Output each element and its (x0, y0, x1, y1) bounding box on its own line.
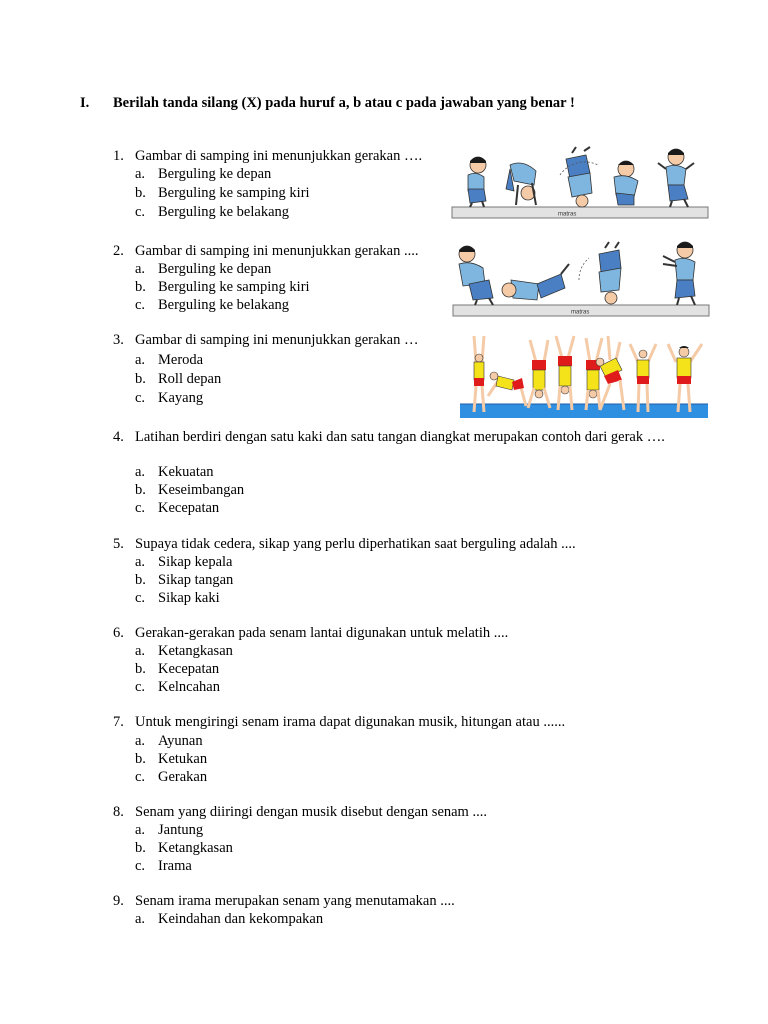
question-text: Latihan berdiri dengan satu kaki dan satu tangan diangkat merupakan contoh dari gerak …. (135, 429, 665, 445)
option-c[interactable]: c. Kelncahan (135, 679, 220, 695)
question-number: 9. (113, 893, 124, 909)
question-text: Gerakan-gerakan pada senam lantai digunakan untuk melatih .... (135, 625, 509, 641)
option-b[interactable]: b. Ketukan (135, 751, 208, 767)
question-number: 6. (113, 625, 124, 641)
option-a[interactable]: a. Kekuatan (135, 464, 214, 480)
question-number: 2. (113, 243, 124, 259)
gymnast-figure (474, 336, 484, 412)
option-c[interactable]: c. Gerakan (135, 769, 208, 785)
mat-label: matras (571, 309, 590, 316)
option-a[interactable]: a. Berguling ke depan (135, 261, 272, 277)
option-c[interactable]: c. Berguling ke belakang (135, 204, 290, 220)
gymnast-figure (630, 344, 656, 412)
option-b[interactable]: b. Roll depan (135, 371, 222, 387)
option-c[interactable]: c. Berguling ke belakang (135, 297, 290, 313)
option-a[interactable]: a. Jantung (135, 822, 204, 838)
forward-roll-illustration (448, 145, 710, 220)
question-text: Senam yang diiringi dengan musik disebut dengan senam .... (135, 804, 487, 820)
child-figure (506, 163, 536, 205)
question-number: 8. (113, 804, 124, 820)
child-figure (459, 246, 493, 305)
question-text: Supaya tidak cedera, sikap yang perlu diperhatikan saat berguling adalah .... (135, 536, 576, 552)
question-number: 7. (113, 714, 124, 730)
section-instruction: Berilah tanda silang (X) pada huruf a, b atau c pada jawaban yang benar ! (113, 95, 575, 111)
question-text: Gambar di samping ini menunjukkan gerakan .... (135, 243, 419, 259)
question-text: Senam irama merupakan senam yang menutamakan .... (135, 893, 455, 909)
gymnast-figure (556, 336, 574, 410)
question-text: Untuk mengiringi senam irama dapat digunakan musik, hitungan atau ...... (135, 714, 566, 730)
mat-label: matras (558, 211, 577, 218)
option-b[interactable]: b. Berguling ke samping kiri (135, 279, 310, 295)
option-b[interactable]: b. Sikap tangan (135, 572, 234, 588)
gymnast-figure (528, 340, 550, 408)
gymnast-figure (668, 344, 702, 412)
option-a[interactable]: a. Meroda (135, 352, 204, 368)
section-number: I. (80, 95, 90, 111)
option-a[interactable]: a. Sikap kepala (135, 554, 233, 570)
child-figure (579, 242, 621, 304)
option-c[interactable]: c. Kayang (135, 390, 204, 406)
mat-shape (452, 207, 708, 218)
option-b[interactable]: b. Kecepatan (135, 661, 220, 677)
option-c[interactable]: c. Irama (135, 858, 192, 874)
option-b[interactable]: b. Ketangkasan (135, 840, 233, 856)
gymnast-figure (586, 338, 602, 410)
cartwheel-illustration (460, 332, 708, 420)
child-figure (468, 157, 486, 207)
question-number: 3. (113, 332, 124, 348)
gymnast-figure (488, 372, 526, 406)
question-number: 1. (113, 148, 124, 164)
option-c[interactable]: c. Kecepatan (135, 500, 220, 516)
question-number: 4. (113, 429, 124, 445)
floor-shape (460, 404, 708, 418)
child-figure (560, 147, 598, 207)
backward-roll-illustration (449, 240, 711, 318)
option-c[interactable]: c. Sikap kaki (135, 590, 220, 606)
child-figure (502, 264, 569, 300)
option-b[interactable]: b. Berguling ke samping kiri (135, 185, 310, 201)
option-a[interactable]: a. Ketangkasan (135, 643, 233, 659)
option-a[interactable]: a. Keindahan dan kekompakan (135, 911, 324, 927)
child-figure (658, 149, 694, 207)
option-a[interactable]: a. Berguling ke depan (135, 166, 272, 182)
option-b[interactable]: b. Keseimbangan (135, 482, 245, 498)
question-number: 5. (113, 536, 124, 552)
child-figure (614, 161, 638, 205)
option-a[interactable]: a. Ayunan (135, 733, 203, 749)
child-figure (663, 242, 695, 305)
question-text: Gambar di samping ini menunjukkan gerakan … (135, 332, 419, 348)
question-text: Gambar di samping ini menunjukkan gerakan …. (135, 148, 423, 164)
